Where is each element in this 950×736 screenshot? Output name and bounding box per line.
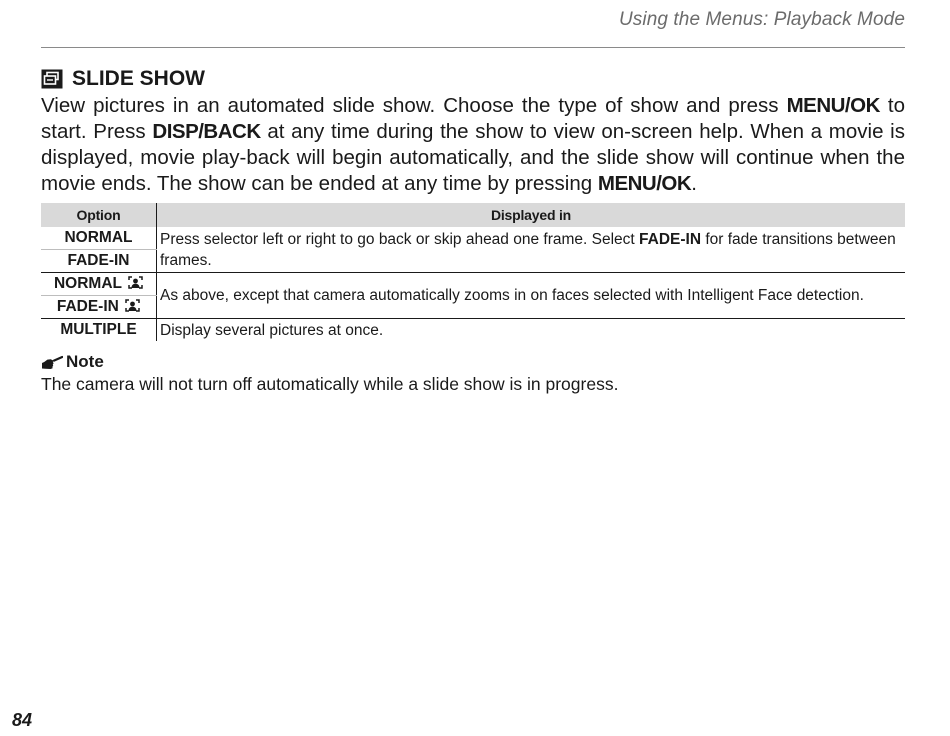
intro-text-3: at any time during the show to view on-screen help. When a movie is displayed, movie play-back will begin automatically, and the slide show will continue when the movie ends. The show can be ended at any time by pressing (41, 120, 905, 195)
option-fade-in (41, 250, 157, 273)
pointing-hand-icon (41, 354, 63, 370)
options-table (41, 203, 905, 341)
description-multiple: Display several pictures at once. (160, 321, 384, 339)
page-number: 84 (12, 710, 33, 730)
description-face-detection: As above, except that camera automatically zooms in on faces selected with Intelligent Face detection. (157, 273, 906, 319)
table-row (41, 319, 905, 342)
face-detection-icon (128, 276, 143, 289)
table-header-row (41, 203, 905, 227)
option-label: NORMAL (64, 229, 133, 246)
option-label: FADE-IN (56, 298, 119, 315)
intro-menu-ok-1: MENU/OK (786, 94, 880, 117)
table-row (41, 273, 905, 296)
option-normal (41, 227, 157, 250)
intro-text-4: . (691, 172, 697, 195)
slide-show-icon (41, 69, 63, 89)
option-normal-face (41, 273, 157, 296)
face-detection-icon (125, 299, 140, 312)
intro-paragraph (41, 93, 905, 197)
description-bold-fade-in: FADE-IN (639, 230, 702, 248)
option-fade-in-face (41, 296, 157, 319)
header-rule (41, 47, 905, 48)
description-normal-fadein (157, 227, 906, 273)
intro-text-1: View pictures in an automated slide show. Choose the type of show and press (41, 94, 787, 117)
running-header-title: Using the Menus: Playback Mode (618, 9, 905, 30)
section-title-text: SLIDE SHOW (72, 67, 206, 90)
option-multiple (41, 319, 157, 342)
description-text: for fade transitions between frames. (160, 230, 896, 269)
description-text: Press selector left or right to go back or skip ahead one frame. Select (160, 230, 640, 248)
intro-menu-ok-2: MENU/OK (597, 172, 692, 195)
table-row (41, 227, 905, 250)
note-title: Note (66, 352, 104, 371)
intro-text-2: to start. Press (41, 94, 905, 143)
option-label: NORMAL (53, 275, 122, 292)
column-header-displayed-in: Displayed in (157, 203, 906, 227)
option-label: FADE-IN (67, 252, 130, 269)
note-text: The camera will not turn off automatically while a slide show is in progress. (41, 374, 619, 394)
section-title (41, 67, 205, 91)
option-label: MULTIPLE (60, 321, 137, 338)
note-heading (41, 352, 104, 372)
intro-disp-back: DISP/BACK (152, 120, 261, 143)
column-header-option: Option (41, 203, 157, 227)
